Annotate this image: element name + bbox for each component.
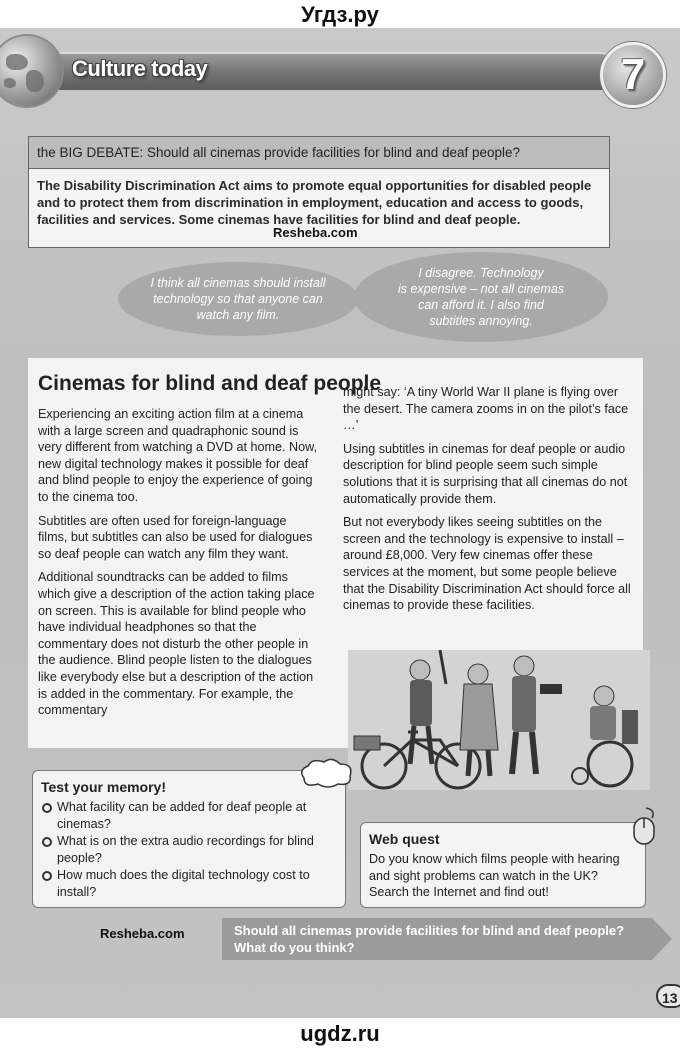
article-paragraph: Subtitles are often used for foreign-language films, but subtitles can also be used for dialogues so deaf people can watch any film they want. (38, 513, 313, 561)
bubble-line: I think all cinemas should install (150, 276, 326, 290)
article-paragraph: Experiencing an exciting action film at a cinema with a large screen and quadraphonic sound is very different from watching a DVD at home. Now, new digital technology makes it possible for deaf and blind people to enjoy the experience of going to the cinema too. (38, 407, 318, 504)
question-line: Should all cinemas provide facilities for blind and deaf people? (234, 923, 625, 938)
unit-number-badge: 7 (600, 42, 666, 108)
bubble-line: subtitles annoying. (429, 314, 533, 328)
section-title: Culture today (72, 56, 208, 81)
bubble-line: technology so that anyone can (153, 292, 323, 306)
test-your-memory-box (32, 770, 346, 908)
debate-body-text: The Disability Discrimination Act aims to promote equal opportunities for disabled people and to protect them from discrimination in employment, education and access to goods, facilities and services. Some cinemas have facilities for blind and deaf people. (37, 178, 592, 227)
people-illustration (348, 640, 650, 790)
memory-question: What facility can be added for deaf people at cinemas? (41, 799, 337, 832)
memory-question: How much does the digital technology cost to install? (41, 867, 337, 900)
webquest-text: Do you know which films people with hearing and sight problems can watch in the UK? Search the Internet and find out! (369, 852, 620, 900)
debate-box (28, 136, 610, 248)
article-paragraph: But not everybody likes seeing subtitles on the screen and the technology is expensive to install – around £8,000. Very few cinemas offer these services at the moment, but some people believe that the Disability Discrimination Act should force all cinemas to provide these facilities. (343, 515, 631, 613)
memory-question-list (41, 799, 337, 902)
bubble-line: watch any film. (196, 308, 280, 322)
page-number: 13 (656, 984, 680, 1008)
article-paragraph: might say: ‘A tiny World War II plane is flying over the desert. The camera zooms in on the pilot’s face …’ (343, 385, 629, 433)
memory-title: Test your memory! (41, 779, 166, 795)
bubble-line: is expensive – not all cinemas (397, 282, 565, 296)
article-paragraph: Additional soundtracks can be added to films which give a description of the action taking place on screen. This is available for blind people who have individual headphones so that the commentary does not disturb the other people in the audience. Blind people listen to the dialogues like everybody else but a description of the action is added in the commentary. For example, the commentary (38, 570, 315, 718)
computer-mouse-icon (626, 806, 660, 846)
question-line: What do you think? (234, 940, 355, 955)
thought-cloud-icon (296, 758, 358, 788)
bubble-line: can afford it. I also find (418, 298, 544, 312)
memory-question: What is on the extra audio recordings for blind people? (41, 833, 337, 866)
watermark-text: Resheba.com (100, 926, 185, 941)
article-column-left (38, 406, 318, 726)
site-watermark-bottom: ugdz.ru (0, 1018, 680, 1050)
site-watermark-top: Угдз.ру (0, 0, 680, 30)
article-column-right (343, 384, 633, 621)
article-title: Cinemas for blind and deaf people (38, 372, 382, 395)
bubble-line: I disagree. Technology (418, 266, 544, 280)
speech-bubble-left (118, 262, 358, 336)
debate-heading: the BIG DEBATE: Should all cinemas provide facilities for blind and deaf people? (29, 137, 609, 169)
discussion-question (234, 922, 654, 956)
webquest-title: Web quest (369, 831, 440, 847)
article-paragraph: Using subtitles in cinemas for deaf people or audio description for blind people seem such simple solutions that it is surprising that all cinemas do not automatically provide them. (343, 441, 628, 506)
speech-bubble-right (354, 252, 608, 342)
watermark-text: Resheba.com (273, 225, 358, 240)
web-quest-box (360, 822, 646, 908)
